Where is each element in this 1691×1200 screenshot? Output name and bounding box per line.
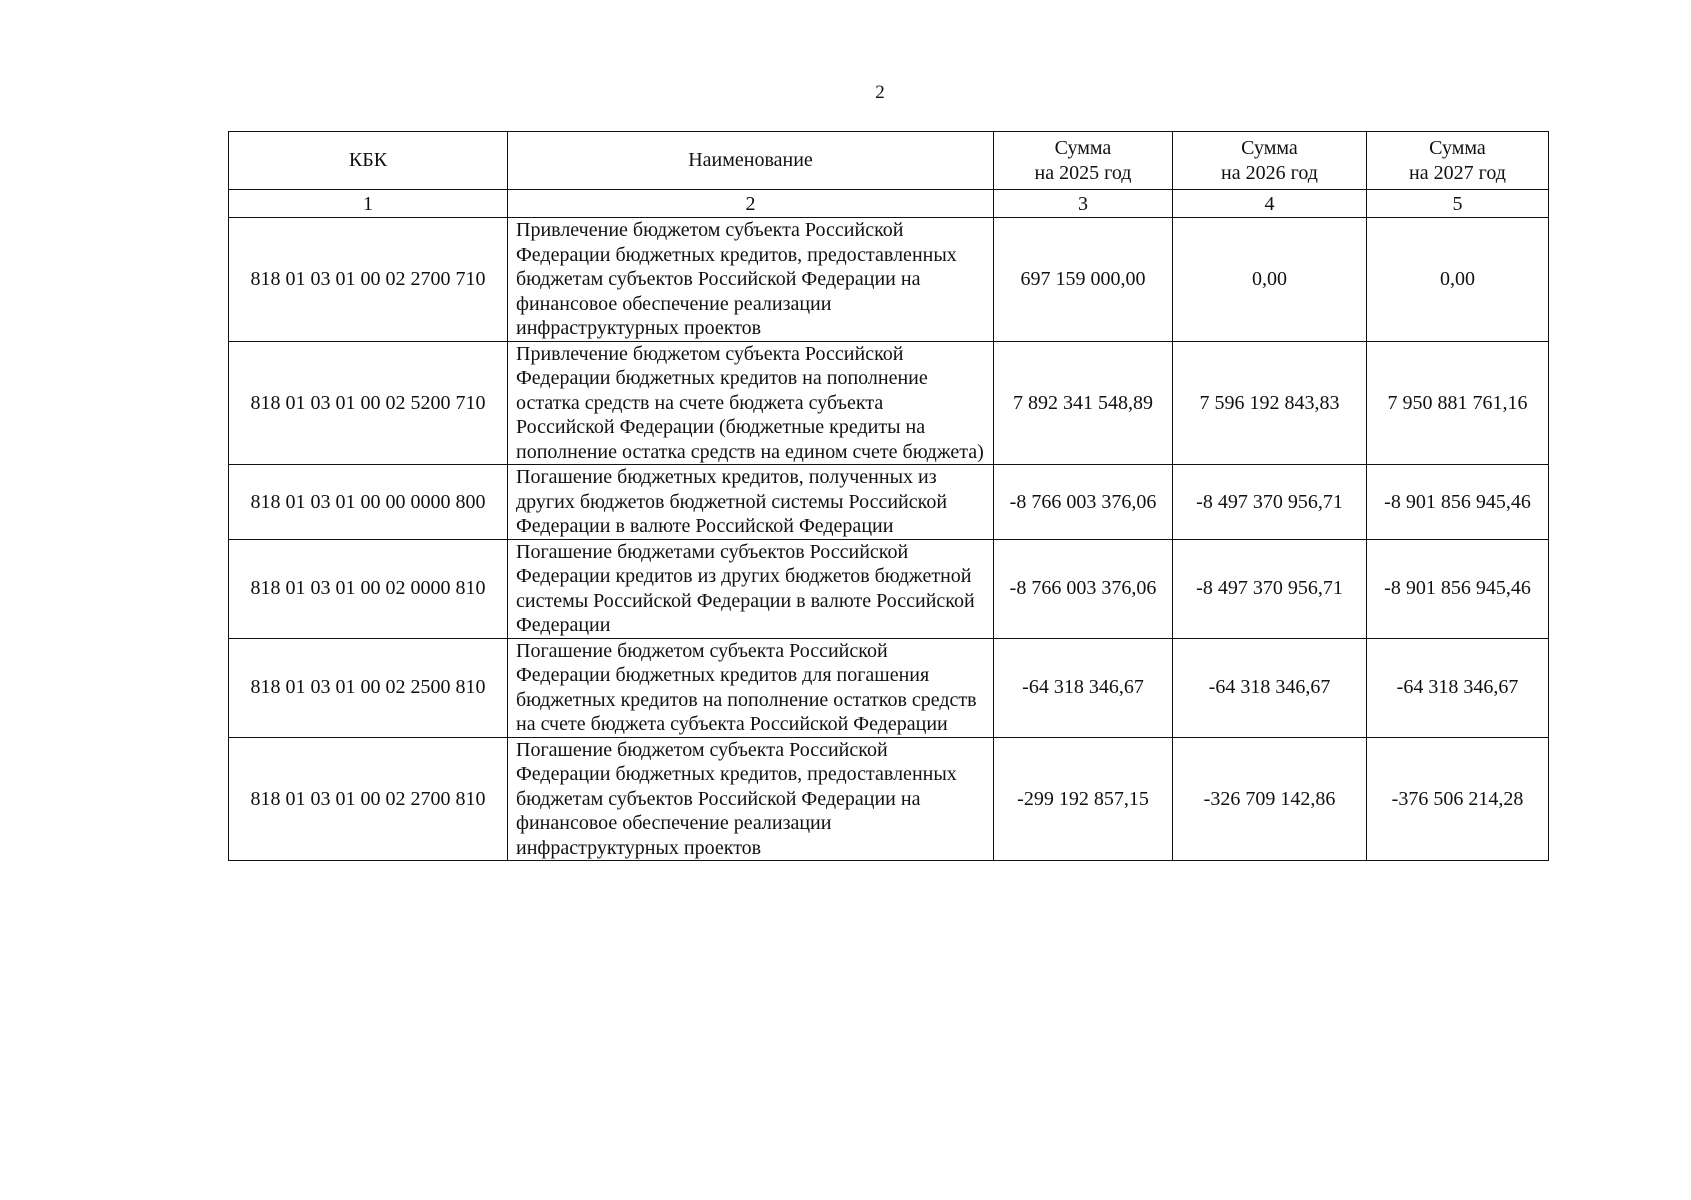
table-row (229, 465, 1549, 540)
sum-2027-cell: -64 318 346,67 (1367, 638, 1549, 737)
name-cell: Погашение бюджетами субъектов Российской Федерации кредитов из других бюджетов бюджетной системы Российской Федерации в валюте Российской Федерации (508, 539, 994, 638)
column-number: 2 (508, 190, 994, 218)
header-sum-2026-line2: на 2026 год (1221, 161, 1318, 184)
sum-2025-cell: -299 192 857,15 (994, 737, 1173, 861)
kbk-cell: 818 01 03 01 00 02 2700 810 (229, 737, 508, 861)
header-sum-2027-line1: Сумма (1429, 137, 1486, 159)
name-cell: Привлечение бюджетом субъекта Российской Федерации бюджетных кредитов на пополнение остатка средств на счете бюджета субъекта Российской Федерации (бюджетные кредиты на пополнение остатка средств на едином счете бюджета) (508, 341, 994, 465)
sum-2025-cell: -8 766 003 376,06 (994, 539, 1173, 638)
sum-2026-cell: -8 497 370 956,71 (1173, 465, 1367, 540)
kbk-cell: 818 01 03 01 00 00 0000 800 (229, 465, 508, 540)
header-sum-2025-line2: на 2025 год (1034, 161, 1132, 184)
header-sum-2027-line2: на 2027 год (1409, 161, 1506, 184)
sum-2025-cell: -64 318 346,67 (994, 638, 1173, 737)
header-sum-2025 (994, 132, 1173, 190)
name-cell: Погашение бюджетом субъекта Российской Федерации бюджетных кредитов для погашения бюджетных кредитов на пополнение остатков средств на счете бюджета субъекта Российской Федерации (508, 638, 994, 737)
sum-2025-cell: -8 766 003 376,06 (994, 465, 1173, 540)
sum-2026-cell: -326 709 142,86 (1173, 737, 1367, 861)
kbk-cell: 818 01 03 01 00 02 5200 710 (229, 341, 508, 465)
sum-2027-cell: -8 901 856 945,46 (1367, 465, 1549, 540)
table-row (229, 341, 1549, 465)
sum-2026-cell: 7 596 192 843,83 (1173, 341, 1367, 465)
sum-2027-cell: 0,00 (1367, 218, 1549, 342)
kbk-cell: 818 01 03 01 00 02 2500 810 (229, 638, 508, 737)
sum-2025-cell: 7 892 341 548,89 (994, 341, 1173, 465)
table-row (229, 737, 1549, 861)
header-kbk: КБК (229, 132, 508, 190)
column-number: 5 (1367, 190, 1549, 218)
sum-2027-cell: -376 506 214,28 (1367, 737, 1549, 861)
header-sum-2027 (1367, 132, 1549, 190)
name-cell: Погашение бюджетных кредитов, полученных из других бюджетов бюджетной системы Российской Федерации в валюте Российской Федерации (508, 465, 994, 540)
budget-sources-table (228, 131, 1549, 861)
sum-2025-cell: 697 159 000,00 (994, 218, 1173, 342)
sum-2026-cell: -8 497 370 956,71 (1173, 539, 1367, 638)
header-sum-2025-line1: Сумма (1054, 137, 1112, 159)
table-row (229, 539, 1549, 638)
page-number: 2 (875, 82, 885, 103)
header-sum-2026 (1173, 132, 1367, 190)
sum-2026-cell: -64 318 346,67 (1173, 638, 1367, 737)
sum-2026-cell: 0,00 (1173, 218, 1367, 342)
header-row (229, 132, 1549, 190)
column-number: 1 (229, 190, 508, 218)
table-row (229, 638, 1549, 737)
header-name: Наименование (508, 132, 994, 190)
column-number: 4 (1173, 190, 1367, 218)
kbk-cell: 818 01 03 01 00 02 0000 810 (229, 539, 508, 638)
header-sum-2026-line1: Сумма (1241, 137, 1298, 159)
column-number-row (229, 190, 1549, 218)
sum-2027-cell: -8 901 856 945,46 (1367, 539, 1549, 638)
column-number: 3 (994, 190, 1173, 218)
name-cell: Погашение бюджетом субъекта Российской Федерации бюджетных кредитов, предоставленных бюджетам субъектов Российской Федерации на финансовое обеспечение реализации инфраструктурных проектов (508, 737, 994, 861)
name-cell: Привлечение бюджетом субъекта Российской Федерации бюджетных кредитов, предоставленных бюджетам субъектов Российской Федерации на финансовое обеспечение реализации инфраструктурных проектов (508, 218, 994, 342)
kbk-cell: 818 01 03 01 00 02 2700 710 (229, 218, 508, 342)
table-row (229, 218, 1549, 342)
sum-2027-cell: 7 950 881 761,16 (1367, 341, 1549, 465)
